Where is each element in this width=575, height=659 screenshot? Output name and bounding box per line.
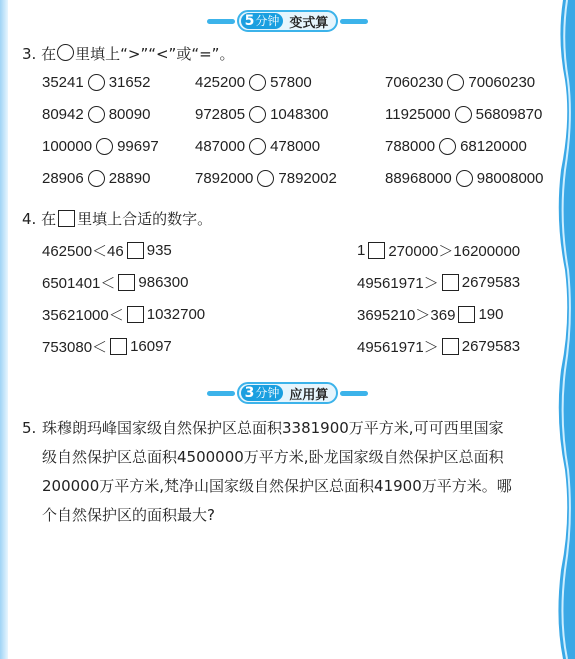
answer-circle[interactable] — [447, 74, 464, 91]
left-number: 11925000 — [385, 106, 451, 123]
comparison-item — [385, 170, 544, 187]
time-badge — [241, 13, 284, 29]
right-number: 80090 — [108, 106, 151, 123]
answer-box[interactable] — [442, 338, 459, 355]
right-number: 57800 — [270, 74, 312, 91]
number-suffix: 986300 — [138, 274, 189, 291]
answer-box[interactable] — [118, 274, 135, 291]
comparison-item — [195, 138, 320, 155]
circle-icon — [57, 44, 74, 61]
question-text-post: 里填上“>”“<”或“=”。 — [75, 45, 235, 63]
answer-circle[interactable] — [249, 106, 266, 123]
number-prefix: 753080＜ — [42, 339, 108, 356]
comparison-item — [42, 74, 150, 91]
question-4-heading — [22, 208, 212, 229]
banner-line-right — [340, 391, 368, 396]
question-text-pre: 在 — [41, 210, 57, 228]
left-number: 7060230 — [385, 74, 444, 91]
comparison-item — [385, 106, 542, 123]
right-number: 68120000 — [460, 138, 527, 155]
question-5-line: 珠穆朗玛峰国家级自然保护区总面积3381900万平方米,可可西里国家 — [42, 419, 504, 437]
right-number: 28890 — [108, 170, 151, 187]
number-prefix: 49561971＞ — [357, 339, 439, 356]
time-badge — [241, 385, 284, 401]
answer-box[interactable] — [110, 338, 127, 355]
number-prefix: 1 — [357, 242, 366, 259]
right-number: 99697 — [117, 138, 159, 155]
number-suffix: 190 — [478, 306, 504, 323]
left-number: 788000 — [385, 138, 436, 155]
time-minutes: 5 — [244, 13, 255, 29]
answer-box[interactable] — [127, 242, 144, 259]
comparison-item — [42, 138, 159, 155]
section-banner-practice — [0, 10, 575, 32]
number-suffix: 2679583 — [461, 274, 521, 291]
right-number: 56809870 — [475, 106, 543, 123]
right-number: 98008000 — [476, 170, 544, 187]
question-number: 4. — [22, 210, 37, 228]
answer-circle[interactable] — [456, 170, 473, 187]
answer-circle[interactable] — [88, 170, 105, 187]
fill-in-item — [42, 336, 172, 357]
question-number: 3. — [22, 45, 37, 63]
comparison-item — [42, 106, 150, 123]
answer-circle[interactable] — [439, 138, 456, 155]
question-number: 5. — [22, 419, 37, 437]
banner-line-right — [340, 19, 368, 24]
answer-box[interactable] — [442, 274, 459, 291]
answer-circle[interactable] — [88, 74, 105, 91]
time-unit: 分钟 — [255, 386, 280, 400]
number-suffix: 16097 — [130, 338, 172, 355]
answer-circle[interactable] — [96, 138, 113, 155]
answer-box[interactable] — [127, 306, 144, 323]
banner-title: 变式算 — [289, 15, 329, 31]
comparison-item — [385, 138, 527, 155]
fill-in-item — [357, 240, 520, 261]
number-suffix: 2679583 — [461, 338, 521, 355]
fill-in-item — [357, 272, 520, 293]
question-5-line: 200000万平方米,梵净山国家级自然保护区总面积41900万平方米。哪 — [42, 477, 512, 495]
banner-pill — [237, 10, 339, 32]
number-suffix: 935 — [146, 242, 172, 259]
right-number: 7892002 — [278, 170, 337, 187]
banner-line-left — [207, 19, 235, 24]
left-number: 80942 — [42, 106, 84, 123]
comparison-item — [195, 170, 337, 187]
fill-in-item — [42, 240, 172, 261]
section-banner-application — [0, 382, 575, 404]
number-prefix: 35621000＜ — [42, 307, 124, 324]
time-unit: 分钟 — [255, 14, 280, 28]
left-number: 100000 — [42, 138, 93, 155]
left-number: 88968000 — [385, 170, 452, 187]
question-5-line: 级自然保护区总面积4500000万平方米,卧龙国家级自然保护区总面积 — [42, 448, 504, 466]
page-edge-left — [0, 0, 8, 659]
banner-line-left — [207, 391, 235, 396]
left-number: 425200 — [195, 74, 246, 91]
number-suffix: 1032700 — [146, 306, 206, 323]
comparison-item — [42, 170, 150, 187]
left-number: 7892000 — [195, 170, 254, 187]
number-prefix: 6501401＜ — [42, 275, 116, 292]
square-icon — [58, 210, 75, 227]
left-number: 487000 — [195, 138, 246, 155]
question-5-line: 个自然保护区的面积最大? — [42, 506, 215, 524]
fill-in-item — [42, 272, 188, 293]
fill-in-item — [357, 336, 520, 357]
answer-box[interactable] — [368, 242, 385, 259]
number-prefix: 3695210＞369 — [357, 307, 456, 324]
number-suffix: 270000＞16200000 — [388, 243, 521, 260]
banner-pill — [237, 382, 339, 404]
left-number: 35241 — [42, 74, 84, 91]
right-number: 70060230 — [468, 74, 536, 91]
comparison-item — [195, 74, 312, 91]
answer-circle[interactable] — [88, 106, 105, 123]
question-text-pre: 在 — [41, 45, 57, 63]
answer-box[interactable] — [458, 306, 475, 323]
number-prefix: 462500＜46 — [42, 243, 124, 260]
page-edge-right — [553, 0, 575, 659]
left-number: 28906 — [42, 170, 84, 187]
comparison-item — [195, 106, 328, 123]
right-number: 31652 — [108, 74, 151, 91]
answer-circle[interactable] — [455, 106, 472, 123]
time-minutes: 3 — [244, 385, 255, 401]
question-text-post: 里填上合适的数字。 — [77, 210, 213, 228]
fill-in-item — [42, 304, 205, 325]
left-number: 972805 — [195, 106, 246, 123]
right-number: 1048300 — [270, 106, 329, 123]
right-number: 478000 — [270, 138, 321, 155]
question-5 — [22, 414, 542, 530]
question-3-heading — [22, 43, 234, 64]
answer-circle[interactable] — [257, 170, 274, 187]
answer-circle[interactable] — [249, 74, 266, 91]
comparison-item — [385, 74, 535, 91]
fill-in-item — [357, 304, 503, 325]
answer-circle[interactable] — [249, 138, 266, 155]
number-prefix: 49561971＞ — [357, 275, 439, 292]
banner-title: 应用算 — [289, 387, 329, 403]
